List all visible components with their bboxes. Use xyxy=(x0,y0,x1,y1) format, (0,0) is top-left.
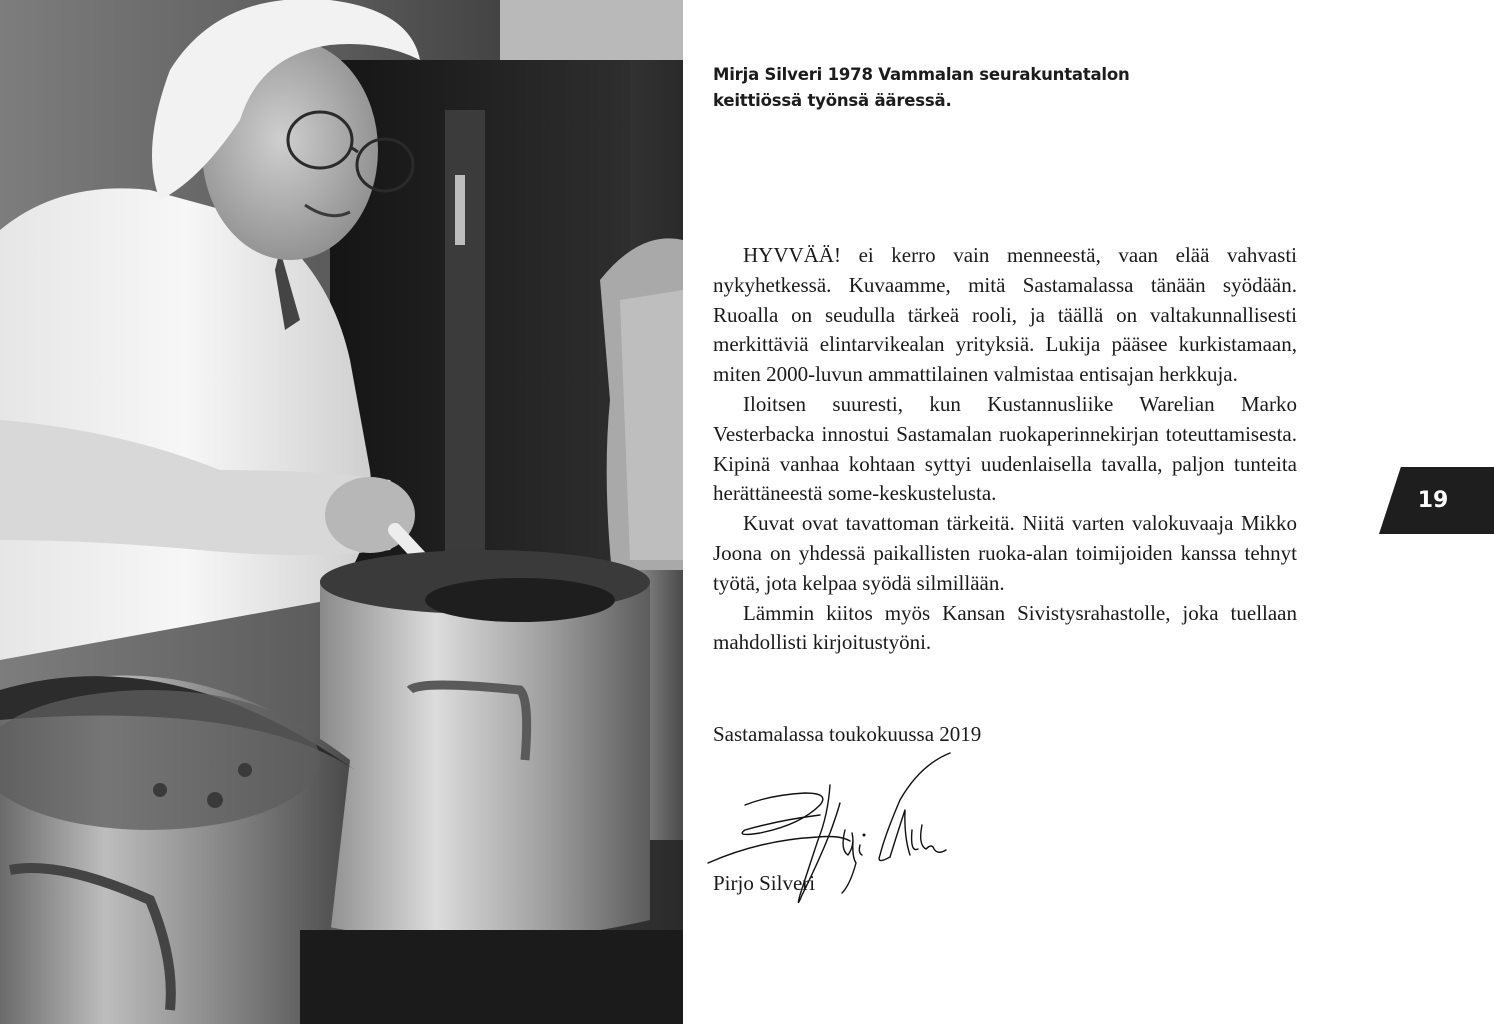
paragraph: HYVVÄÄ! ei kerro vain menneestä, vaan elää vahvasti nykyhetkessä. Kuvaamme, mitä Sastamalassa tänään syödään. Ruoalla on seudulla tärkeä rooli, ja täällä on valtakunnallisesti merkittäviä elintarvikealan yrityksiä. Lukija pääsee kurkistamaan, miten 2000-luvun ammattilainen valmistaa entisajan herkkuja. xyxy=(713,243,1297,387)
paragraph: Kuvat ovat tavattoman tärkeitä. Niitä varten valokuvaaja Mikko Joona on yhdessä paikallisten ruoka-alan toimijoiden kanssa tehnyt työtä, jota kelpaa syödä silmillään. xyxy=(713,511,1297,595)
caption-line-2: keittiössä työnsä ääressä. xyxy=(713,91,952,110)
handwritten-signature xyxy=(700,745,970,920)
caption-line-1: Mirja Silveri 1978 Vammalan seurakuntatalon xyxy=(713,65,1130,84)
body-text xyxy=(713,241,1297,658)
page-number: 19 xyxy=(1417,488,1449,513)
place-date: Sastamalassa toukokuussa 2019 xyxy=(713,722,982,746)
photo-caption xyxy=(713,62,1153,114)
paragraph: Lämmin kiitos myös Kansan Sivistysrahastolle, joka tuellaan mahdollisti kirjoitustyöni. xyxy=(713,600,1297,655)
photo-woman-cooking xyxy=(0,0,683,1024)
paragraph: Iloitsen suuresti, kun Kustannusliike Warelian Marko Vesterbacka innostui Sastamalan ruokaperinnekirjan toteuttamisesta. Kipinä vanhaa kohtaan syttyi uudenlaisella tavalla, paljon tunteita herättäneestä some-keskustelusta. xyxy=(713,391,1297,506)
signer-name: Pirjo Silveri xyxy=(713,871,816,895)
